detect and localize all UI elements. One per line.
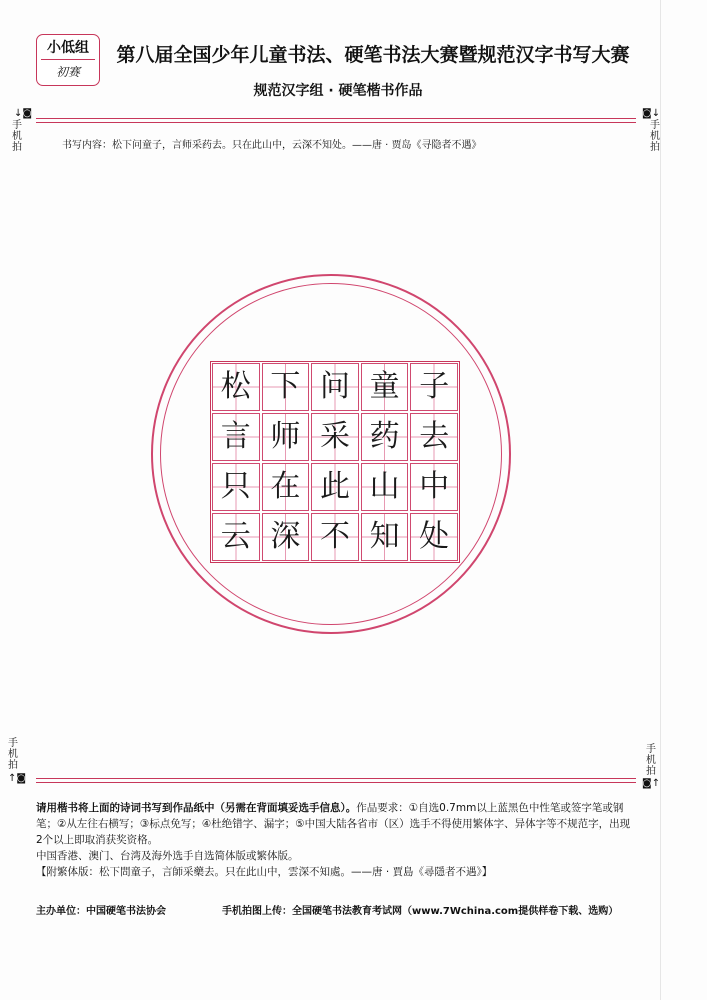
writing-content: 书写内容：松下问童子，言师采药去。只在此山中，云深不知处。——唐 · 贾岛《寻隐者不遇》 [62, 140, 482, 151]
handwritten-character: 师 [270, 419, 301, 454]
group-name: 小低组 [47, 40, 89, 56]
page-title: 第八届全国少年儿童书法、硬笔书法大赛暨规范汉字书写大赛 [116, 44, 630, 66]
handwritten-character: 处 [419, 519, 450, 554]
grid-cell [361, 463, 409, 511]
handwritten-character: 去 [419, 419, 450, 454]
handwritten-character: 在 [270, 469, 301, 504]
camera-icon: ◙ [642, 108, 652, 119]
grid-cell [262, 513, 310, 561]
grid-cell [212, 413, 260, 461]
grid-cell [212, 363, 260, 411]
grid-cell [311, 463, 359, 511]
grid-cell [410, 413, 458, 461]
handwritten-character: 中 [419, 469, 450, 504]
grid-cell [262, 463, 310, 511]
handwritten-character: 采 [319, 419, 350, 454]
bottom-rule [36, 778, 636, 783]
up-arrow-icon: ◙↑ [642, 778, 661, 789]
grid-cell [410, 463, 458, 511]
camera-icon: ◙ [22, 108, 33, 119]
grid-cell [262, 413, 310, 461]
organizer: 主办单位：中国硬笔书法协会 [36, 906, 166, 917]
group-divider [41, 59, 95, 60]
handwritten-character: 只 [220, 469, 251, 504]
handwritten-character: 松 [220, 369, 251, 404]
requirements-block [36, 800, 636, 880]
handwritten-character: 问 [319, 369, 350, 404]
side-mark-top-right: 手 机 拍 [650, 120, 660, 153]
upload-info: 手机拍图上传：全国硬笔书法教育考试网（www.7Wchina.com提供样卷下载、选购） [222, 906, 619, 917]
handwritten-character: 山 [369, 469, 400, 504]
handwritten-character: 深 [270, 519, 301, 554]
grid-cell [410, 363, 458, 411]
grid-cell [361, 363, 409, 411]
requirements-lead: 请用楷书将上面的诗词书写到作品纸中（另需在背面填妥选手信息）。 [36, 802, 357, 814]
grid-cell [311, 363, 359, 411]
grid-cell [361, 413, 409, 461]
grid-cell [311, 513, 359, 561]
page-subtitle: 规范汉字组 · 硬笔楷书作品 [253, 83, 423, 99]
handwritten-character: 云 [220, 519, 251, 554]
camera-icon: ◙ [16, 773, 27, 784]
handwritten-character: 此 [319, 469, 350, 504]
group-badge [36, 34, 100, 86]
handwritten-character: 下 [270, 369, 301, 404]
handwritten-character: 知 [369, 519, 400, 554]
down-arrow-icon: ↓◙ [14, 108, 33, 119]
requirements-body: 作品要求：①自选0.7mm以上蓝黑色中性笔或签字笔或钢笔；②从左往右横写；③标点免写；④杜绝错字、漏字；⑤中国大陆各省市（区）选手不得使用繁体字、异体字等不规范字，出现2个以上即取消获奖资格。 [36, 802, 631, 846]
camera-icon: ◙ [642, 778, 652, 789]
page-edge [660, 0, 661, 1000]
up-arrow-icon: ↑◙ [8, 773, 27, 784]
handwritten-character: 言 [220, 419, 251, 454]
handwritten-character: 子 [419, 369, 450, 404]
top-rule [36, 118, 636, 123]
grid-cell [212, 513, 260, 561]
side-mark-top-left: 手 机 拍 [12, 120, 22, 153]
grid-cell [311, 413, 359, 461]
traditional-version: 【附繁体版：松下問童子，言師采藥去。只在此山中，雲深不知處。——唐 · 賈島《尋隱者不遇》】 [36, 866, 493, 878]
grid-cell [212, 463, 260, 511]
handwritten-character: 童 [369, 369, 400, 404]
stage-label: 初赛 [55, 65, 80, 79]
requirements-note: 中国香港、澳门、台湾及海外选手自选简体版或繁体版。 [36, 850, 299, 862]
side-mark-bottom-right: 手 机 拍 [646, 744, 656, 777]
writing-grid [210, 361, 460, 563]
grid-cell [410, 513, 458, 561]
handwritten-character: 药 [369, 419, 400, 454]
grid-cell [361, 513, 409, 561]
down-arrow-icon: ◙↓ [642, 108, 661, 119]
handwritten-character: 不 [319, 519, 350, 554]
side-mark-bottom-left: 手 机 拍 [8, 738, 18, 771]
grid-cell [262, 363, 310, 411]
